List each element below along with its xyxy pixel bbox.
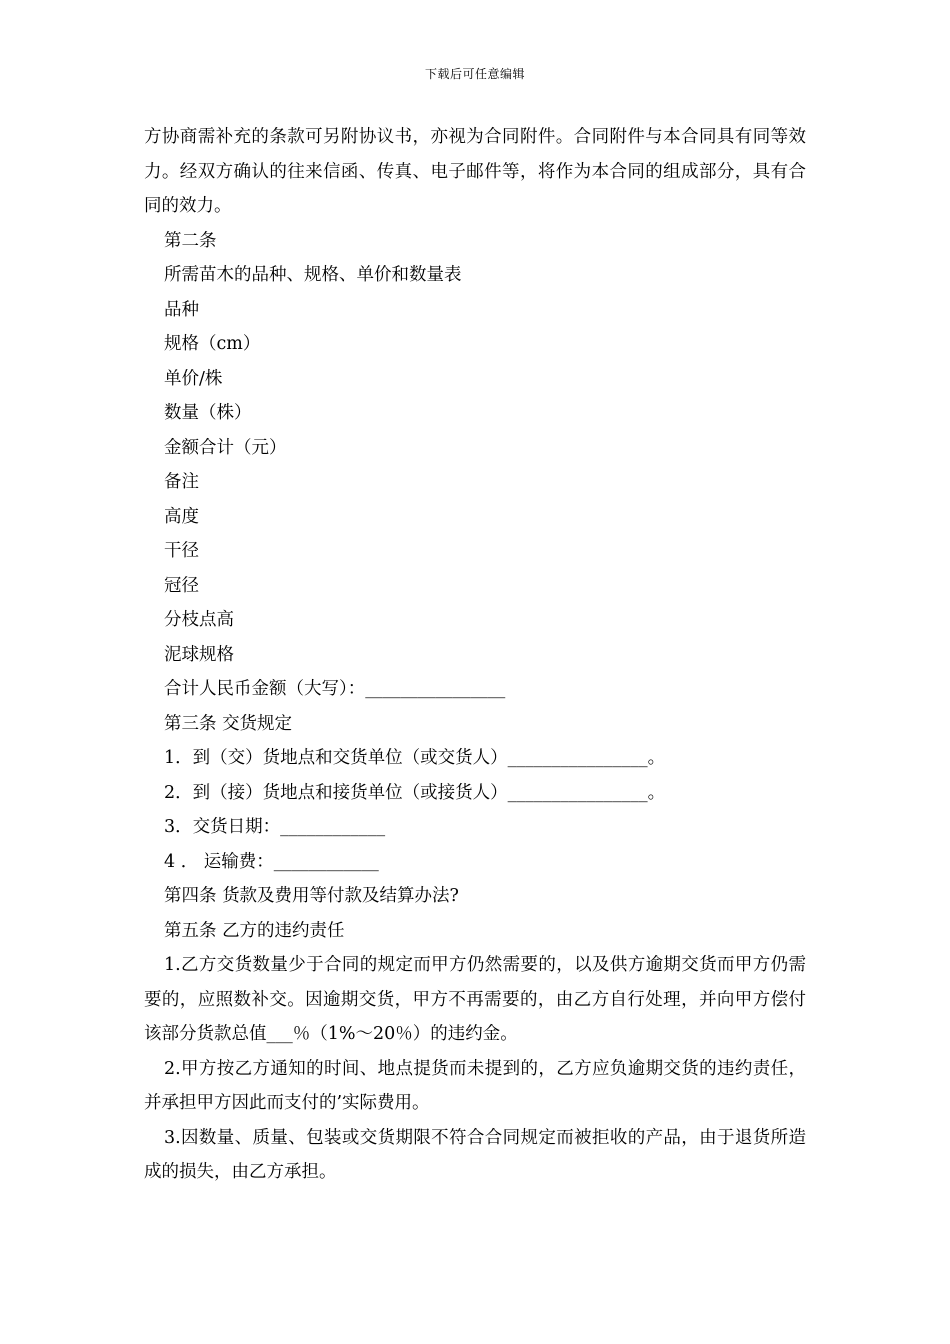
paragraph-appendix-clause: 方协商需补充的条款可另附协议书，亦视为合同附件。合同附件与本合同具有同等效力。经双方确认的往来信函、传真、电子邮件等，将作为本合同的组成部分，具有合同的效力。: [144, 127, 806, 216]
table-field-variety: 品种: [164, 299, 199, 320]
document-body: [144, 120, 806, 1190]
article-4-heading: 第四条 货款及费用等付款及结算办法?: [164, 886, 459, 906]
table-field-quantity: 数量（株）: [164, 403, 252, 423]
article-2-heading: 第二条: [164, 230, 217, 251]
seedling-table-title: 所需苗木的品种、规格、单价和数量表: [164, 265, 462, 285]
liability-clause-2: 2.甲方按乙方通知的时间、地点提货而未提到的，乙方应负逾期交货的违约责任，并承担甲方因此而支付的’实际费用。: [144, 1058, 806, 1113]
delivery-item-2: 2．到（接）货地点和接货单位（或接货人）________________。: [164, 782, 666, 803]
article-3-heading: 第三条 交货规定: [164, 713, 293, 734]
liability-clause-1: 1.乙方交货数量少于合同的规定而甲方仍然需要的，以及供方逾期交货而甲方仍需要的，应照数补交。因逾期交货，甲方不再需要的，由乙方自行处理，并向甲方偿付该部分货款总值___％（1%～20％）的违约金。: [144, 955, 806, 1044]
delivery-item-3: 3．交货日期：____________: [164, 817, 386, 837]
table-field-unit-price: 单价/株: [164, 368, 223, 389]
table-field-root-ball: 泥球规格: [164, 644, 234, 665]
table-field-remarks: 备注: [164, 472, 199, 492]
table-field-specification: 规格（cm）: [164, 334, 261, 354]
table-field-crown-diameter: 冠径: [164, 575, 199, 596]
delivery-item-4: 4 ． 运输费：____________: [164, 851, 379, 872]
table-field-trunk-diameter: 干径: [164, 541, 199, 561]
table-field-branch-height: 分枝点高: [164, 610, 234, 630]
liability-clause-3: 3.因数量、质量、包装或交货期限不符合合同规定而被拒收的产品，由于退货所造成的损失，由乙方承担。: [144, 1127, 806, 1182]
article-5-heading: 第五条 乙方的违约责任: [164, 920, 345, 941]
total-rmb-amount-line: 合计人民币金额（大写）：________________: [164, 679, 506, 699]
table-field-total-amount: 金额合计（元）: [164, 437, 287, 458]
table-field-height: 高度: [164, 506, 199, 527]
page-header-note: 下载后可任意编辑: [424, 67, 525, 81]
delivery-item-1: 1．到（交）货地点和交货单位（或交货人）________________。: [164, 748, 666, 768]
